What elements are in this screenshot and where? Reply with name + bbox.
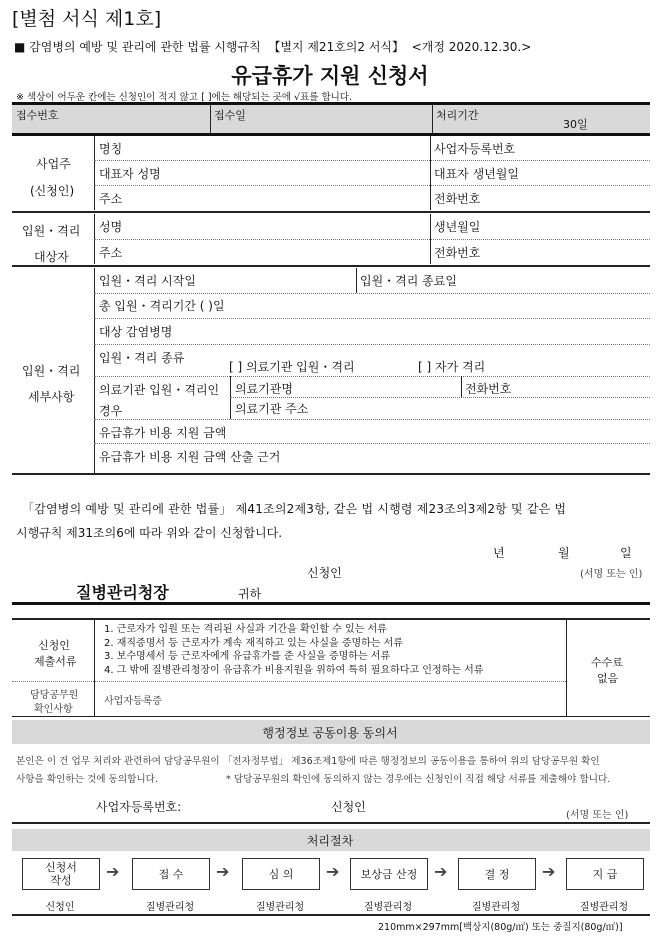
- honorific: 귀하: [238, 587, 262, 601]
- target-address-field[interactable]: 주소: [99, 246, 123, 260]
- applicant-phone-field[interactable]: 전화번호: [434, 192, 481, 206]
- fee-value: 없음: [597, 672, 619, 685]
- step-actor: 질병관리청: [579, 902, 629, 913]
- officer-check-item: 사업자등록증: [104, 696, 162, 707]
- consent-sign-hint[interactable]: (서명 또는 인): [566, 810, 629, 821]
- arrow-right-icon: ➔: [434, 862, 448, 881]
- attachment-label: [별첨 서식 제1호]: [12, 8, 162, 30]
- target-birth-field[interactable]: 생년월일: [434, 220, 481, 234]
- support-basis-field[interactable]: 유급휴가 비용 지원 금액 산출 근거: [99, 450, 281, 464]
- declaration-text-2: 시행규칙 제31조의6에 따라 위와 같이 신청합니다.: [16, 526, 283, 540]
- table-top-border: [12, 102, 650, 105]
- row-line: [94, 344, 650, 345]
- start-date-field[interactable]: 입원・격리 시작일: [99, 274, 196, 288]
- instruction-note: ※ 색상이 어두운 칸에는 신청인이 적지 않고 [ ]에는 해당되는 곳에 √표를 합니다.: [16, 92, 352, 103]
- doc-item: 3. 보수명세서 등 근로자에게 유급휴가를 준 사실을 증명하는 서류: [104, 651, 391, 662]
- sign-hint[interactable]: (서명 또는 인): [580, 569, 643, 580]
- rep-birth-field[interactable]: 대표자 생년월일: [434, 167, 519, 181]
- paper-size-note: 210mm×297mm[백상지(80g/㎡) 또는 중질지(80g/㎡)]: [378, 922, 623, 933]
- isolation-type-label: 입원・격리 종류: [99, 351, 185, 365]
- row-line: [94, 376, 650, 377]
- step-label: 접 수: [158, 867, 184, 881]
- recipient: 질병관리청장: [76, 583, 169, 602]
- consent-title: 행정정보 공동이용 동의서: [262, 726, 398, 740]
- arrow-right-icon: ➔: [326, 862, 340, 881]
- type-self-checkbox[interactable]: [ ] 자가 격리: [418, 360, 486, 374]
- page-bottom-border: [12, 914, 650, 916]
- consent-text-2: 사항을 확인하는 것에 동의합니다.: [16, 774, 158, 785]
- processing-days: 30일: [563, 118, 588, 131]
- target-phone-field[interactable]: 전화번호: [434, 246, 481, 260]
- form-number: 【별지 제21호의2 서식】: [268, 40, 405, 54]
- step-receipt: [132, 858, 210, 890]
- applicant-address-field[interactable]: 주소: [99, 192, 123, 206]
- section-border: [12, 602, 650, 605]
- law-reference: [14, 38, 531, 55]
- details-section-sub: 세부사항: [28, 390, 75, 404]
- consent-applicant-label: 신청인: [331, 800, 366, 814]
- step-actor: 질병관리청: [255, 902, 305, 913]
- documents-bottom-border: [12, 716, 650, 717]
- section-border: [12, 133, 650, 136]
- inst-name-field[interactable]: 의료기관명: [235, 382, 293, 396]
- row-line: [12, 681, 566, 682]
- step-actor: 신청인: [45, 902, 75, 913]
- step-calculation: [350, 858, 428, 890]
- step-actor: 질병관리청: [145, 902, 195, 913]
- divider: [210, 104, 211, 133]
- step-label: 결 정: [484, 867, 510, 881]
- step-label: 지 급: [592, 867, 618, 881]
- day-label: 일: [620, 546, 632, 560]
- law-prefix: ■ 감염병의 예방 및 관리에 관한 법률 시행규칙: [14, 40, 261, 54]
- divider: [356, 268, 357, 293]
- month-label: 월: [558, 546, 570, 560]
- receipt-row: [12, 103, 650, 133]
- applicant-name-field[interactable]: 명칭: [99, 142, 123, 156]
- target-name-field[interactable]: 성명: [99, 220, 123, 234]
- consent-text-1: 본인은 이 건 업무 처리와 관련하여 담당공무원이 「전자정부법」 제36조제1항에 따른 행정정보의 공동이용을 통하여 위의 담당공무원 확인: [16, 756, 600, 767]
- divider: [566, 619, 567, 716]
- applicant-sign-label: 신청인: [307, 566, 342, 580]
- row-line: [94, 318, 650, 319]
- divider: [430, 136, 431, 210]
- step-label: 보상금 산정: [360, 867, 418, 881]
- form-title: 유급휴가 지원 신청서: [231, 64, 429, 88]
- officer-check-label-2: 확인사항: [34, 704, 73, 715]
- submit-docs-label: 신청인: [38, 639, 70, 652]
- end-date-field[interactable]: 입원・격리 종료일: [360, 274, 457, 288]
- divider: [94, 619, 95, 716]
- declaration-text-1: 「감염병의 예방 및 관리에 관한 법률」 제41조의2제3항, 같은 법 시행령 제23조의3제2항 및 같은 법: [22, 502, 567, 516]
- doc-item: 4. 그 밖에 질병관리청장이 유급휴가 비용지원을 위하여 특히 필요하다고 인정하는 서류: [104, 664, 484, 676]
- step-payment: [566, 858, 644, 890]
- total-period-field[interactable]: 총 입원・격리기간 ( )일: [99, 299, 225, 313]
- step-actor: 질병관리청: [363, 902, 413, 913]
- details-section-label: 입원・격리: [22, 364, 81, 378]
- documents-top-border: [12, 618, 650, 620]
- submit-docs-list: [104, 623, 483, 677]
- row-line: [94, 185, 650, 186]
- type-hospital-checkbox[interactable]: [ ] 의료기관 입원・격리: [229, 360, 355, 374]
- support-amount-field[interactable]: 유급휴가 비용 지원 금액: [99, 426, 227, 440]
- row-line: [94, 239, 650, 240]
- receipt-number-label: 접수번호: [16, 109, 59, 122]
- section-border: [12, 211, 650, 213]
- row-line: [230, 397, 650, 398]
- applicant-section-sub: (신청인): [30, 184, 75, 198]
- submit-docs-label-2: 제출서류: [34, 655, 77, 668]
- divider: [94, 136, 95, 210]
- consent-bottom-border: [12, 822, 650, 824]
- officer-check-label: 담당공무원: [30, 690, 79, 701]
- doc-item: 2. 재직증명서 등 근로자가 계속 재직하고 있는 사실을 증명하는 서류: [104, 637, 403, 649]
- doc-item: 1. 근로자가 입원 또는 격리된 사실과 기간을 확인할 수 있는 서류: [104, 624, 387, 635]
- inst-case-label-2: 경우: [99, 404, 123, 418]
- revision-date: <개정 2020.12.30.>: [411, 40, 532, 54]
- divider: [461, 376, 462, 397]
- rep-name-field[interactable]: 대표자 성명: [99, 167, 161, 181]
- row-line: [94, 160, 650, 161]
- step-actor: 질병관리청: [471, 902, 521, 913]
- row-line: [94, 293, 650, 294]
- step-decision: [458, 858, 536, 890]
- arrow-right-icon: ➔: [106, 862, 120, 881]
- fee-label: 수수료: [591, 656, 623, 669]
- target-section-sub: 대상자: [34, 250, 69, 264]
- receipt-date-label: 접수일: [214, 109, 246, 122]
- step-label: 작성: [50, 874, 72, 887]
- target-section-label: 입원・격리: [22, 224, 81, 238]
- processing-period-label: 처리기간: [436, 109, 479, 122]
- arrow-right-icon: ➔: [542, 862, 556, 881]
- applicant-section-label: 사업주: [36, 157, 71, 171]
- arrow-right-icon: ➔: [216, 862, 230, 881]
- year-label: 년: [493, 546, 505, 560]
- row-line: [94, 443, 650, 444]
- procedure-title: 처리절차: [306, 834, 354, 848]
- consent-biz-no-label: 사업자등록번호:: [96, 800, 182, 814]
- section-border: [12, 473, 650, 475]
- step-label: 신청서: [45, 861, 77, 874]
- inst-case-label: 의료기관 입원・격리인: [99, 383, 220, 397]
- row-line: [94, 419, 650, 420]
- biz-reg-no-field[interactable]: 사업자등록번호: [434, 142, 516, 156]
- step-apply: [22, 858, 100, 890]
- divider: [432, 104, 433, 133]
- consent-note: * 담당공무원의 확인에 동의하지 않는 경우에는 신청인이 직접 해당 서류를 제출해야 합니다.: [226, 774, 611, 785]
- disease-name-field[interactable]: 대상 감염병명: [99, 325, 173, 339]
- step-label: 심 의: [268, 867, 294, 881]
- section-border: [12, 265, 650, 267]
- step-review: [242, 858, 320, 890]
- inst-phone-field[interactable]: 전화번호: [465, 382, 512, 396]
- inst-address-field[interactable]: 의료기관 주소: [235, 402, 309, 416]
